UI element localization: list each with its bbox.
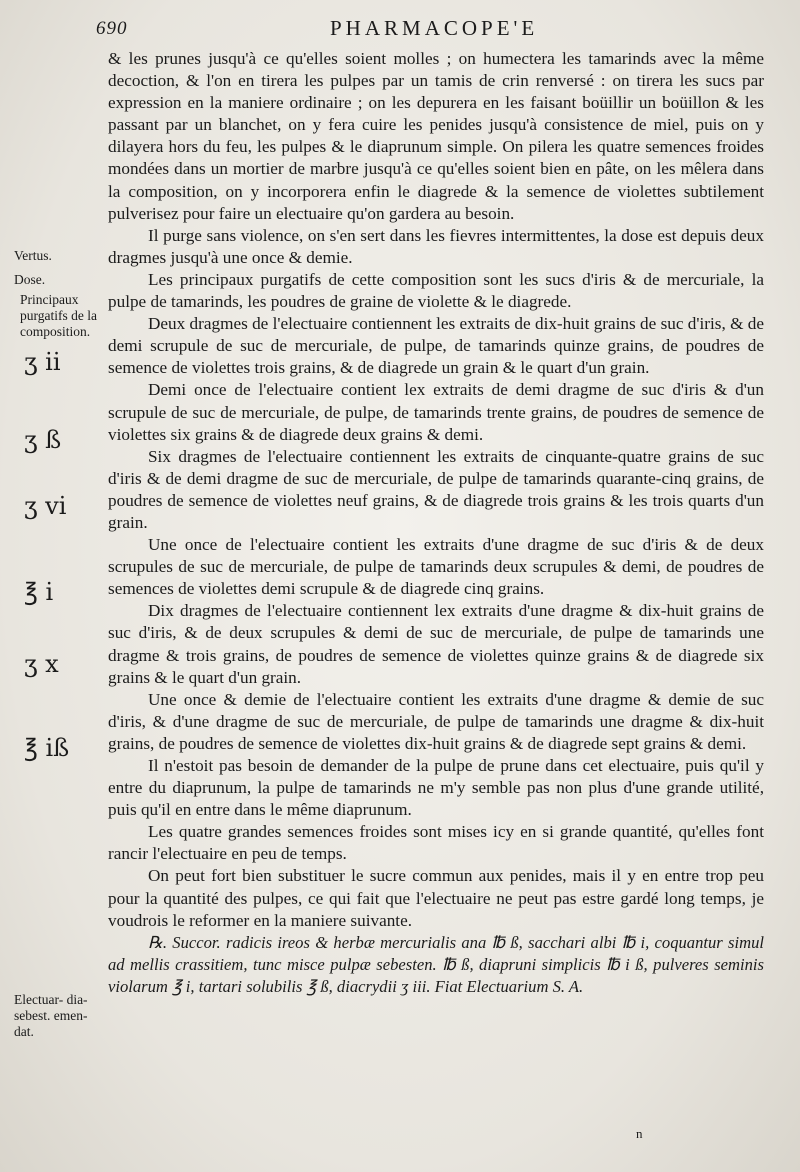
dose-symbol: ʒ ß <box>24 426 62 454</box>
paragraph: Dix dragmes de l'electuaire contiennent lex extraits d'une dragme & dix-huit grains de suc d'iris, & de deux scrupules & demi de suc de mercuriale, de pulpe de tamarinds une dragme & trois grains, de poudres de semence de violettes quinze grains & de diagrede six grains & le quart d'un grain. <box>108 601 764 687</box>
page-number: 690 <box>96 18 128 39</box>
paragraph: Il purge sans violence, on s'en sert dans les fievres intermittentes, la dose est depuis deux dragmes jusqu'à une once & demie. <box>108 225 764 267</box>
body-text <box>108 48 764 998</box>
recipe-paragraph: ℞. Succor. radicis ireos & herbæ mercurialis ana ℔ ß, sacchari albi ℔ i, coquantur simul ad mellis crassitiem, tunc misce pulpæ sebesten. ℔ ß, diapruni simplicis ℔ i ß, pulveres seminis violarum ℥ i, tartari solubilis ℥ ß, diacrydii ʒ iii. Fiat Electuarium S. A. <box>108 932 764 996</box>
dose-symbol: ℥ i <box>24 578 54 606</box>
paragraph: Une once & demie de l'electuaire contient les extraits d'une dragme & demie de suc d'iris, & d'une dragme de suc de mercuriale, de pulpe de tamarinds une dragme & dix-huit grains, de poudres de semence de violettes dix-huit grains & de diagrede sept grains & demi. <box>108 689 764 753</box>
paragraph: Une once de l'electuaire contient les extraits d'une dragme de suc d'iris & de deux scrupules de suc de mercuriale, de pulpe de tamarinds deux scrupules & demi, de poudres de semences de violettes demi scrupule & de diagrede cinq grains. <box>108 535 764 599</box>
paragraph: Il n'estoit pas besoin de demander de la pulpe de prune dans cet electuaire, puis qu'il y entre du diaprunum, la pulpe de tamarinds ne m'y semble pas non plus d'une grande utilité, puis qu'il en entre dans le même diaprunum. <box>108 756 764 820</box>
margin-note-electuaire: Electuar- dia- sebest. emen- dat. <box>14 992 88 1039</box>
paragraph: Demi once de l'electuaire contient lex extraits de demi dragme de suc d'iris & d'un scrupule de suc de mercuriale, de pulpe, de tamarinds trente grains, de poudres de semence de violettes six grains & de diagrede deux grains & demi. <box>108 380 764 444</box>
running-title: PHARMACOPE'E <box>330 16 539 40</box>
paragraph: Les principaux purgatifs de cette composition sont les sucs d'iris & de mercuriale, la pulpe de tamarinds, les poudres de graine de violette & le diagrede. <box>108 269 764 312</box>
dose-symbol: ʒ ii <box>24 348 61 376</box>
margin-note-vertus: Vertus. <box>14 248 52 263</box>
paragraph: Six dragmes de l'electuaire contiennent les extraits de cinquante-quatre grains de suc d'iris & de demi dragme de suc de mercuriale, de pulpe de tamarinds quarante-cinq grains, de poudres de semence de violettes neuf grains, & de diagrede trois grains & les trois quarts d'un grain. <box>108 446 764 532</box>
dose-symbol: ℥ iß <box>24 734 70 762</box>
page-header <box>0 16 800 42</box>
dose-symbol: ʒ vi <box>24 492 67 520</box>
paragraph: Les quatre grandes semences froides sont mises icy en si grande quantité, qu'elles font rancir l'electuaire en peu de temps. <box>108 822 764 864</box>
dose-symbol: ʒ x <box>24 650 59 678</box>
footer-mark: n <box>636 1126 643 1141</box>
paragraph: & les prunes jusqu'à ce qu'elles soient molles ; on humectera les tamarinds avec la même decoction, & l'on en tirera les pulpes par un tamis de crin renversé : on tirera les sucs par expression en la maniere ordinaire ; on les depurera en les faisant boüillir un boüillon & les passant par un blanchet, on y fera cuire les penides jusqu'à consistence de miel, puis on y dilayera hors du feu, les pulpes & le diaprunum simple. On pilera les quatre semences froides mondées dans un mortier de marbre jusqu'à ce qu'elles soient bien en pâte, on les mêlera dans la composition, on y incorporera enfin le diagrede & la semence de violettes subtilement pulverisez pour faire un electuaire qu'on gardera au besoin. <box>108 49 764 223</box>
margin-note-dose: Dose. <box>14 272 46 287</box>
paragraph: Deux dragmes de l'electuaire contiennent les extraits de dix-huit grains de suc d'iris, & de demi scrupule de suc de mercuriale, de pulpe, de tamarinds quinze grains, de poudres de semence de violettes trois grains, & de diagrede un grain & le quart d'un grain. <box>108 314 764 378</box>
margin-note-principaux: Principaux purgatifs de la composition. <box>20 292 97 339</box>
paragraph: On peut fort bien substituer le sucre commun aux penides, mais il y en entre trop peu pour la quantité des pulpes, ce qui fait que l'electuaire ne peut pas estre gardé long temps, je voudrois le reformer en la maniere suivante. <box>108 866 764 930</box>
